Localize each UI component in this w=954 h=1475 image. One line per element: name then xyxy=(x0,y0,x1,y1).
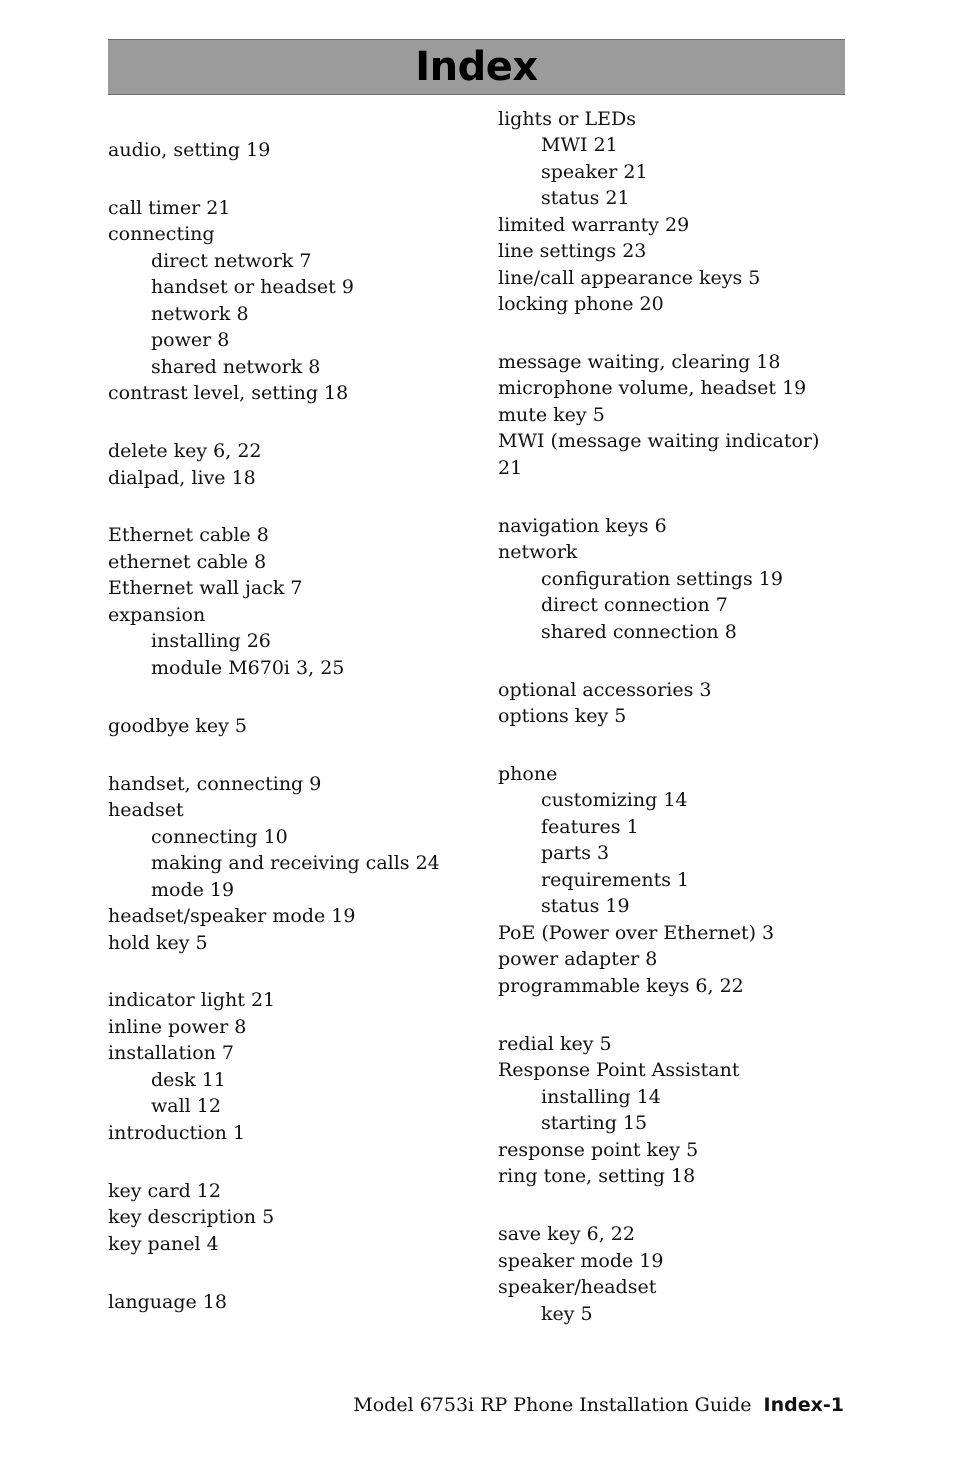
index-entry: delete key 6, 22 xyxy=(108,440,262,462)
index-entry: navigation keys 6 xyxy=(498,515,667,537)
index-entry: line/call appearance keys 5 xyxy=(498,267,761,289)
index-subentry: installing 14 xyxy=(541,1086,661,1108)
index-subentry: shared network 8 xyxy=(151,356,321,378)
index-entry: hold key 5 xyxy=(108,932,208,954)
index-subentry: status 19 xyxy=(541,895,630,917)
page-title: Index xyxy=(415,44,538,90)
index-entry: Ethernet wall jack 7 xyxy=(108,577,303,599)
index-entry: message waiting, clearing 18 xyxy=(498,351,781,373)
index-entry: limited warranty 29 xyxy=(498,214,690,236)
index-entry: optional accessories 3 xyxy=(498,679,712,701)
index-subentry: shared connection 8 xyxy=(541,621,737,643)
index-entry: speaker mode 19 xyxy=(498,1250,664,1272)
index-subentry: module M670i 3, 25 xyxy=(151,657,345,679)
index-entry: MWI (message waiting indicator) xyxy=(498,430,820,452)
index-entry: installation 7 xyxy=(108,1042,235,1064)
index-entry: Response Point Assistant xyxy=(498,1059,740,1081)
index-entry: key panel 4 xyxy=(108,1233,219,1255)
index-entry: save key 6, 22 xyxy=(498,1223,635,1245)
index-entry: speaker/headset xyxy=(498,1276,657,1298)
index-entry: programmable keys 6, 22 xyxy=(498,975,744,997)
index-entry: expansion xyxy=(108,604,206,626)
index-entry: connecting xyxy=(108,223,215,245)
index-entry: locking phone 20 xyxy=(498,293,664,315)
index-subentry: desk 11 xyxy=(151,1069,226,1091)
index-entry: headset/speaker mode 19 xyxy=(108,905,356,927)
index-entry: goodbye key 5 xyxy=(108,715,248,737)
index-entry: ring tone, setting 18 xyxy=(498,1165,696,1187)
index-entry: key card 12 xyxy=(108,1180,221,1202)
index-subentry: connecting 10 xyxy=(151,826,288,848)
index-subentry: status 21 xyxy=(541,187,630,209)
index-subentry: parts 3 xyxy=(541,842,610,864)
index-subentry: direct network 7 xyxy=(151,250,312,272)
index-subentry: key 5 xyxy=(541,1303,593,1325)
index-entry: contrast level, setting 18 xyxy=(108,382,349,404)
index-entry: lights or LEDs xyxy=(498,108,637,130)
index-subentry: configuration settings 19 xyxy=(541,568,783,590)
index-entry: 21 xyxy=(498,457,523,479)
index-subentry: starting 15 xyxy=(541,1112,648,1134)
index-entry: call timer 21 xyxy=(108,197,231,219)
index-entry: audio, setting 19 xyxy=(108,139,271,161)
index-entry: introduction 1 xyxy=(108,1122,246,1144)
index-entry: dialpad, live 18 xyxy=(108,467,256,489)
index-entry: phone xyxy=(498,763,558,785)
index-subentry: requirements 1 xyxy=(541,869,690,891)
index-subentry: speaker 21 xyxy=(541,161,648,183)
index-entry: handset, connecting 9 xyxy=(108,773,322,795)
index-entry: key description 5 xyxy=(108,1206,275,1228)
index-subentry: features 1 xyxy=(541,816,639,838)
index-subentry: network 8 xyxy=(151,303,249,325)
index-entry: language 18 xyxy=(108,1291,227,1313)
index-entry: PoE (Power over Ethernet) 3 xyxy=(498,922,775,944)
index-entry: power adapter 8 xyxy=(498,948,658,970)
index-entry: headset xyxy=(108,799,184,821)
index-entry: ethernet cable 8 xyxy=(108,551,267,573)
index-entry: indicator light 21 xyxy=(108,989,276,1011)
index-entry: inline power 8 xyxy=(108,1016,247,1038)
index-subentry: wall 12 xyxy=(151,1095,221,1117)
index-subentry: MWI 21 xyxy=(541,134,618,156)
index-entry: microphone volume, headset 19 xyxy=(498,377,807,399)
index-subentry: making and receiving calls 24 xyxy=(151,852,440,874)
footer-guide-title: Model 6753i RP Phone Installation Guide xyxy=(353,1394,752,1416)
index-entry: response point key 5 xyxy=(498,1139,699,1161)
index-subentry: direct connection 7 xyxy=(541,594,728,616)
index-entry: options key 5 xyxy=(498,705,627,727)
index-subentry: customizing 14 xyxy=(541,789,688,811)
index-entry: Ethernet cable 8 xyxy=(108,524,269,546)
index-entry: network xyxy=(498,541,578,563)
index-subentry: handset or headset 9 xyxy=(151,276,354,298)
index-subentry: mode 19 xyxy=(151,879,235,901)
footer-page-number: Index-1 xyxy=(763,1394,844,1416)
index-entry: redial key 5 xyxy=(498,1033,612,1055)
index-entry: line settings 23 xyxy=(498,240,647,262)
index-title-bar xyxy=(108,39,845,95)
index-subentry: installing 26 xyxy=(151,630,271,652)
page-footer xyxy=(353,1394,844,1416)
index-subentry: power 8 xyxy=(151,329,230,351)
index-entry: mute key 5 xyxy=(498,404,605,426)
